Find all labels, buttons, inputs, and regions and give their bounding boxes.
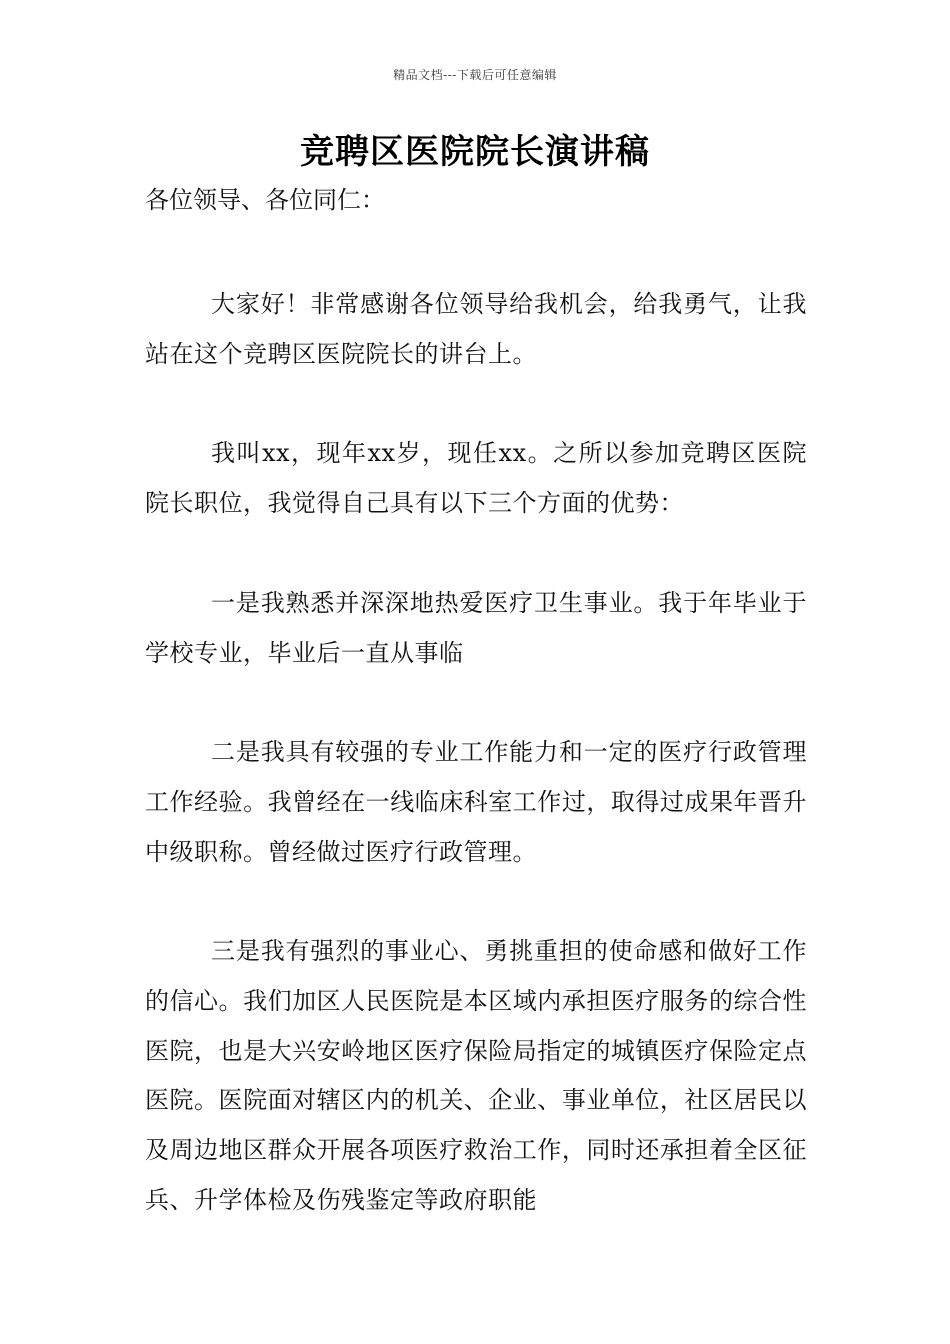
paragraph-introduction: 我叫xx，现年xx岁，现任xx。之所以参加竞聘区医院院长职位，我觉得自己具有以下三个方面的优势： xyxy=(145,439,807,518)
paragraph-greeting: 大家好！非常感谢各位领导给我机会，给我勇气，让我站在这个竞聘区医院院长的讲台上。 xyxy=(145,290,807,368)
header-note: 精品文档---下载后可任意编辑 xyxy=(393,68,557,82)
document-body xyxy=(145,182,807,1226)
salutation: 各位领导、各位同仁： xyxy=(145,186,385,214)
paragraph-advantage-two: 二是我具有较强的专业工作能力和一定的医疗行政管理工作经验。我曾经在一线临床科室工作过，取得过成果年晋升中级职称。曾经做过医疗行政管理。 xyxy=(145,738,807,866)
document-title: 竞聘区医院院长演讲稿 xyxy=(300,132,650,172)
paragraph-advantage-three: 三是我有强烈的事业心、勇挑重担的使命感和做好工作的信心。我们加区人民医院是本区域内承担医疗服务的综合性医院，也是大兴安岭地区医疗保险局指定的城镇医疗保险定点医院。医院面对辖区内的机关、企业、事业单位，社区居民以及周边地区群众开展各项医疗救治工作，同时还承担着全区征兵、升学体检及伤残鉴定等政府职能 xyxy=(145,937,807,1214)
paragraph-advantage-one: 一是我熟悉并深深地热爱医疗卫生事业。我于年毕业于学校专业，毕业后一直从事临 xyxy=(145,588,807,667)
